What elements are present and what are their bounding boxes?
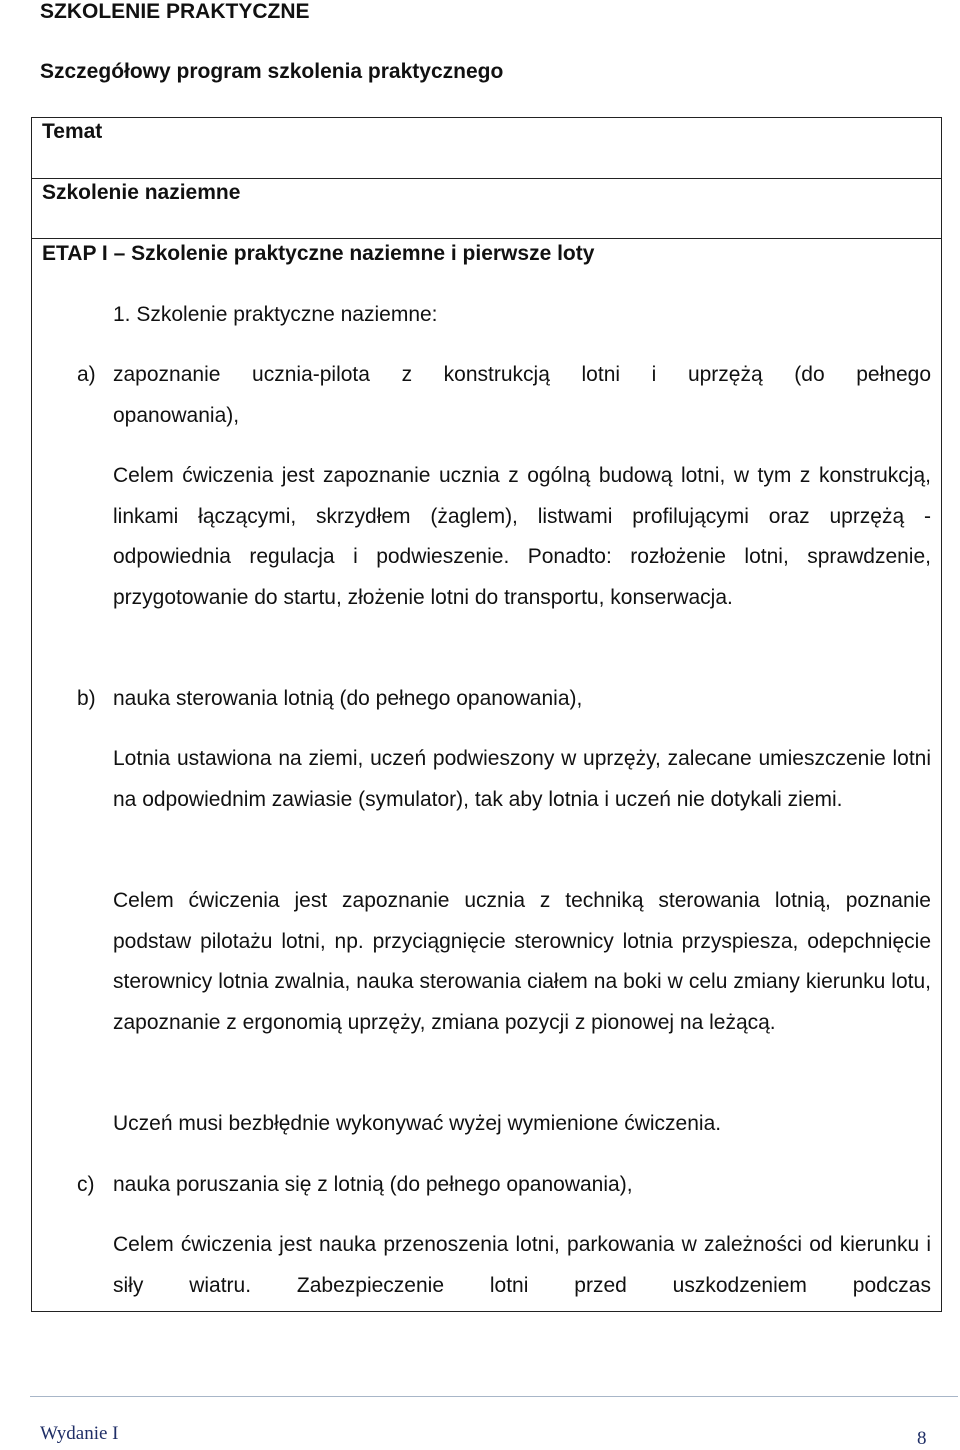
footer-divider <box>30 1396 958 1397</box>
item-b-paragraph-3: Uczeń musi bezbłędnie wykonywać wyżej wymienione ćwiczenia. <box>113 1112 722 1135</box>
document-subheading: Szczegółowy program szkolenia praktycznego <box>40 60 504 83</box>
item-c-marker: c) <box>77 1173 95 1196</box>
section-title: 1. Szkolenie praktyczne naziemne: <box>113 303 438 326</box>
item-b-paragraph-2: Celem ćwiczenia jest zapoznanie ucznia z techniką sterowania lotnią, poznanie podstaw pilotażu lotni, np. przyciągnięcie sterownicy lotnia przyspiesza, odepchnięcie sterownicy lotnia zwalnia, nauka sterowania ciałem na boki w celu zmiany kierunku lotu, zapoznanie z ergonomią uprzęży, zmiana pozycji z pionowej na leżącą. <box>113 889 931 1035</box>
item-a-paragraph: Celem ćwiczenia jest zapoznanie ucznia z ogólną budową lotni, w tym z konstrukcją, linkami łączącymi, skrzydłem (żaglem), listwami profilującymi oraz uprzężą - odpowiednia regulacja i podwieszenie. Ponadto: rozłożenie lotni, sprawdzenie, przygotowanie do startu, złożenie lotni do transportu, konserwacja. <box>113 464 931 610</box>
table-cell-topic: Temat <box>42 120 103 143</box>
item-b-paragraph-1: Lotnia ustawiona na ziemi, uczeń podwieszony w uprzęży, zalecane umieszczenie lotni na odpowiednim zawiasie (symulator), tak aby lotnia i uczeń nie dotykali ziemi. <box>113 747 931 811</box>
item-c-title: nauka poruszania się z lotnią (do pełnego opanowania), <box>113 1173 633 1196</box>
item-a-title-continued: opanowania), <box>113 404 240 427</box>
footer-edition: Wydanie I <box>40 1423 119 1444</box>
item-a-marker: a) <box>77 363 96 386</box>
table-divider <box>31 178 942 179</box>
table-cell-ground-training: Szkolenie naziemne <box>42 181 241 204</box>
page-number: 8 <box>917 1428 927 1449</box>
document-heading: SZKOLENIE PRAKTYCZNE <box>40 0 310 23</box>
item-b-title: nauka sterowania lotnią (do pełnego opanowania), <box>113 687 583 710</box>
table-cell-stage: ETAP I – Szkolenie praktyczne naziemne i pierwsze loty <box>42 242 595 265</box>
table-divider <box>31 238 942 239</box>
item-c-paragraph: Celem ćwiczenia jest nauka przenoszenia lotni, parkowania w zależności od kierunku i siły wiatru. Zabezpieczenie lotni przed uszkodzeniem podczas <box>113 1233 931 1297</box>
item-a-title: zapoznanie ucznia-pilota z konstrukcją lotni i uprzężą (do pełnego <box>113 363 931 386</box>
item-b-marker: b) <box>77 687 96 710</box>
